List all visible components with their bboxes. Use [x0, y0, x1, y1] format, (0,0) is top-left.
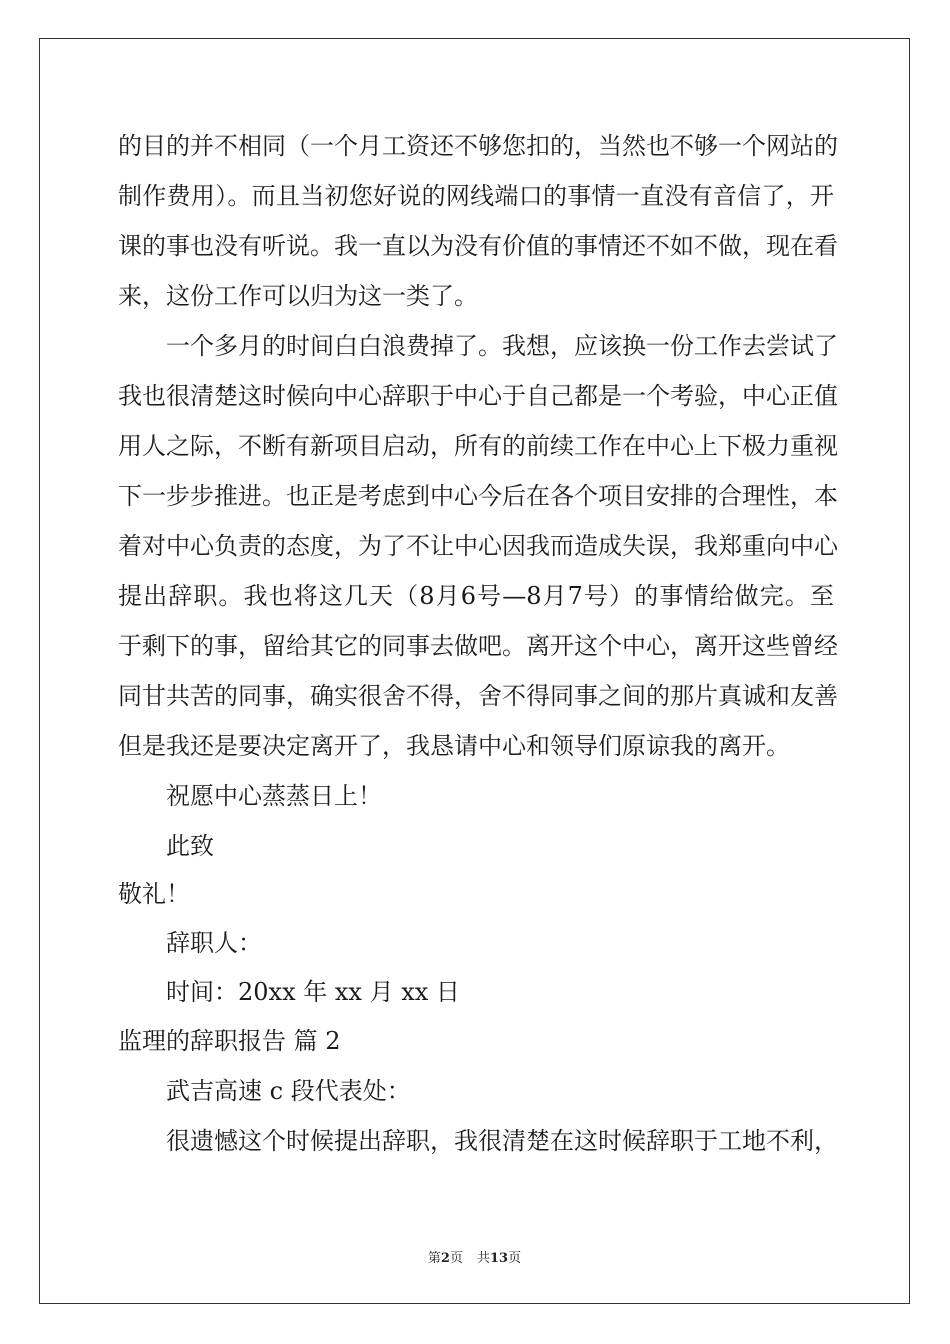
- footer-page-number: 2: [440, 1251, 450, 1266]
- paragraph-2-line-6: 提出辞职。我也将这几天（8月6号—8月7号）的事情给做完。至: [118, 582, 834, 610]
- footer-total-number: 13: [489, 1251, 509, 1266]
- paragraph-2-line-9: 但是我还是要决定离开了，我恳请中心和领导们原谅我的离开。: [118, 732, 790, 760]
- page-footer: [40, 1247, 909, 1266]
- date-line: 时间：20xx 年 xx 月 xx 日: [166, 978, 460, 1006]
- paragraph-2-line-1: 一个多月的时间白白浪费掉了。我想，应该换一份工作去尝试了: [166, 332, 838, 360]
- closing-jingli: 敬礼！: [118, 880, 190, 908]
- closing-cizhi: 此致: [166, 832, 214, 860]
- paragraph-1-line-1: 的目的并不相同（一个月工资还不够您扣的，当然也不够一个网站的: [118, 132, 838, 160]
- paragraph-1-line-4: 来，这份工作可以归为这一类了。: [118, 282, 478, 310]
- wish-line: 祝愿中心蒸蒸日上！: [166, 782, 382, 810]
- footer-page-prefix: 第: [427, 1251, 441, 1266]
- paragraph-1-line-2: 制作费用）。而且当初您好说的网线端口的事情一直没有音信了，开: [118, 182, 834, 210]
- signer-line: 辞职人：: [166, 929, 262, 957]
- paragraph-2-line-4: 下一步步推进。也正是考虑到中心今后在各个项目安排的合理性，本: [118, 482, 838, 510]
- paragraph-2-line-3: 用人之际，不断有新项目启动，所有的前续工作在中心上下极力重视: [118, 432, 838, 460]
- paragraph-2-line-2: 我也很清楚这时候向中心辞职于中心于自己都是一个考验，中心正值: [118, 382, 838, 410]
- document-page: [39, 38, 910, 1304]
- paragraph-2-line-5: 着对中心负责的态度，为了不让中心因我而造成失误，我郑重向中心: [118, 532, 838, 560]
- paragraph-1-line-3: 课的事也没有听说。我一直以为没有价值的事情还不如不做，现在看: [118, 232, 838, 260]
- footer-page-suffix: 页: [449, 1251, 463, 1266]
- footer-total-prefix: 共: [476, 1251, 490, 1266]
- salutation-line: 武吉高速 c 段代表处：: [166, 1077, 411, 1105]
- section-title: 监理的辞职报告 篇 2: [118, 1027, 341, 1055]
- paragraph-2-line-8: 同甘共苦的同事，确实很舍不得，舍不得同事之间的那片真诚和友善: [118, 682, 838, 710]
- footer-total-suffix: 页: [508, 1251, 522, 1266]
- paragraph-2-line-7: 于剩下的事，留给其它的同事去做吧。离开这个中心，离开这些曾经: [118, 632, 838, 660]
- paragraph-3-line-1: 很遗憾这个时候提出辞职，我很清楚在这时候辞职于工地不利，: [166, 1127, 838, 1155]
